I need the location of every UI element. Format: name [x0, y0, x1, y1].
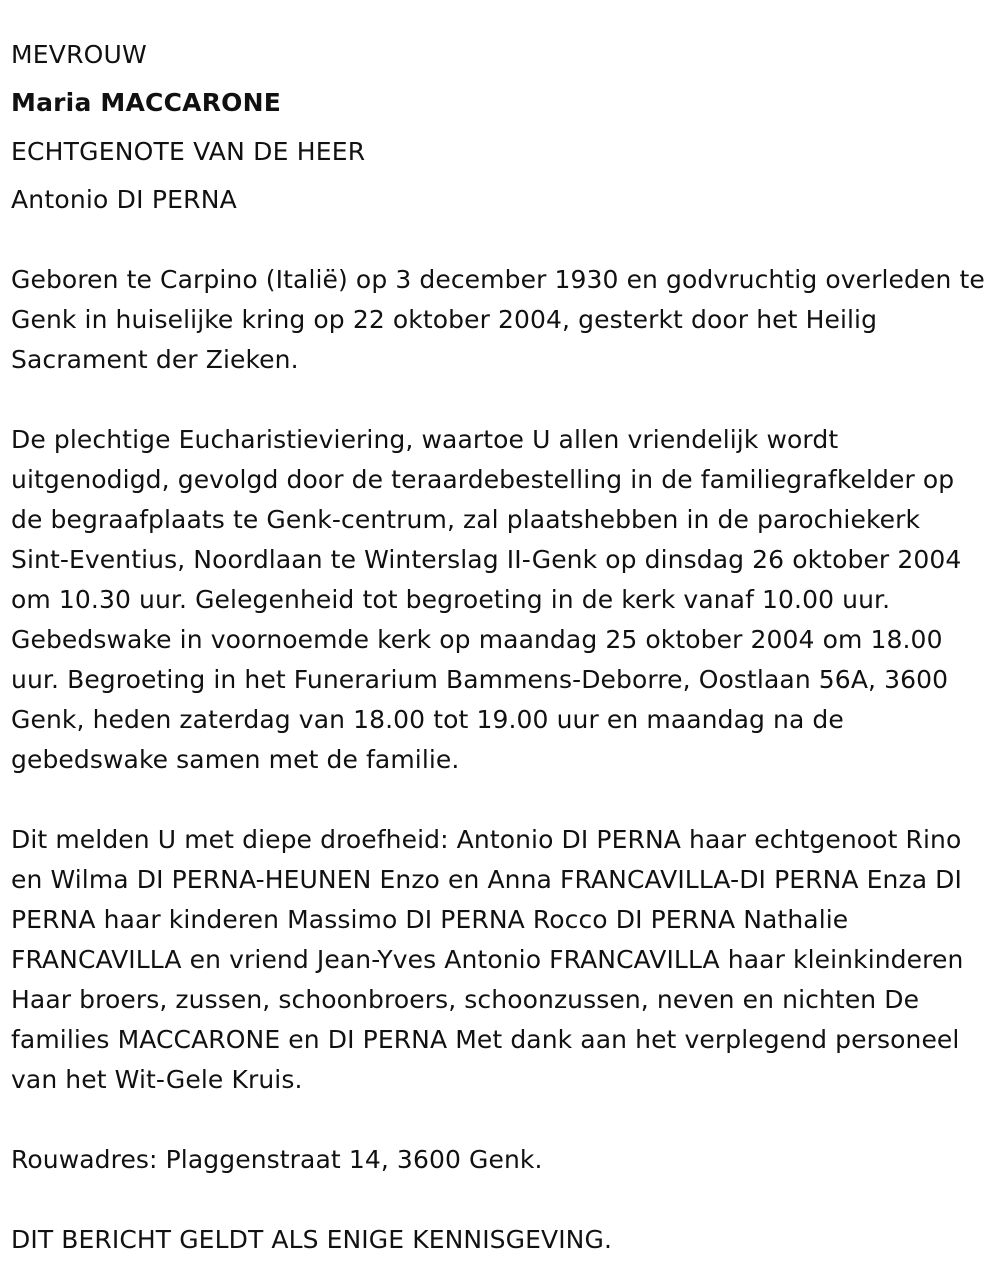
notice-line: DIT BERICHT GELDT ALS ENIGE KENNISGEVING.: [11, 1225, 612, 1254]
ceremony-paragraph: De plechtige Eucharistieviering, waartoe U allen vriendelijk wordt uitgenodigd, gevolgd door de teraardebestelling in de familiegrafkelder op de begraafplaats te Genk-centrum, zal plaatshebben in de parochiekerk Sint-Eventius, Noordlaan te Winterslag II-Genk op dinsdag 26 oktober 2004 om 10.30 uur. Gelegenheid tot begroeting in de kerk vanaf 10.00 uur. Gebedswake in voornoemde kerk op maandag 25 oktober 2004 om 18.00 uur. Begroeting in het Funerarium Bammens-Deborre, Oostlaan 56A, 3600 Genk, heden zaterdag van 18.00 tot 19.00 uur en maandag na de gebedswake samen met de familie.: [11, 425, 962, 774]
salutation: MEVROUW: [11, 40, 147, 69]
deceased-name: Maria MACCARONE: [11, 88, 281, 117]
mourning-address: Rouwadres: Plaggenstraat 14, 3600 Genk.: [11, 1145, 543, 1174]
relation-line: ECHTGENOTE VAN DE HEER: [11, 137, 366, 166]
family-paragraph: Dit melden U met diepe droefheid: Antonio DI PERNA haar echtgenoot Rino en Wilma DI PERNA-HEUNEN Enzo en Anna FRANCAVILLA-DI PERNA Enza DI PERNA haar kinderen Massimo DI PERNA Rocco DI PERNA Nathalie FRANCAVILLA en vriend Jean-Yves Antonio FRANCAVILLA haar kleinkinderen Haar broers, zussen, schoonbroers, schoonzussen, neven en nichten De families MACCARONE en DI PERNA Met dank aan het verplegend personeel van het Wit-Gele Kruis.: [11, 825, 964, 1094]
birth-death-paragraph: Geboren te Carpino (Italië) op 3 december 1930 en godvruchtig overleden te Genk in huiselijke kring op 22 oktober 2004, gesterkt door het Heilig Sacrament der Zieken.: [11, 265, 985, 374]
spouse-name: Antonio DI PERNA: [11, 185, 237, 214]
